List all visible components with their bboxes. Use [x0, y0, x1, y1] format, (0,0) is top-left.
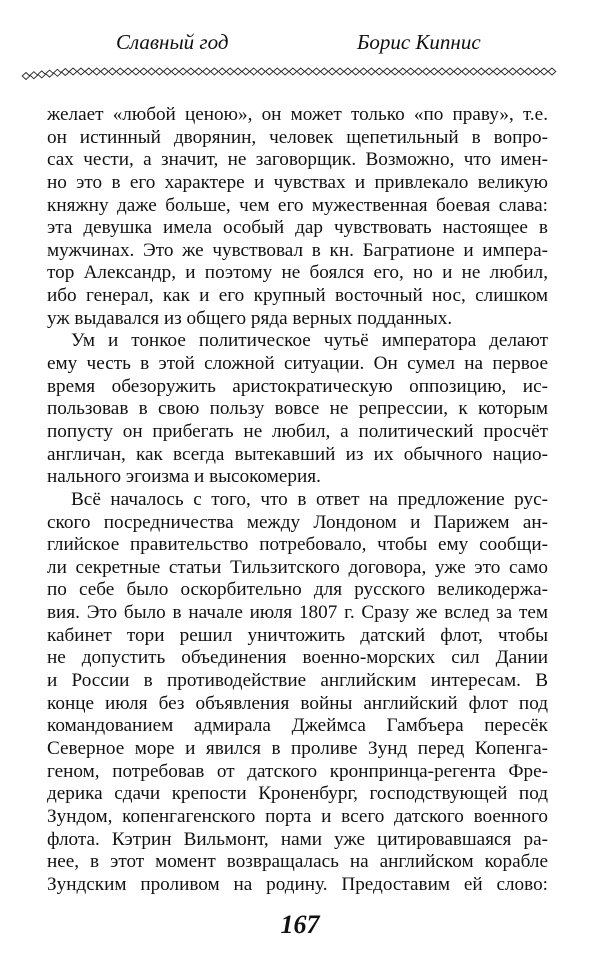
- text-line: флота. Кэтрин Вильмонт, нами уже цитировавшаяся ра-: [47, 828, 548, 850]
- text-line: попусту он прибегать не любил, а политический просчёт: [47, 420, 548, 442]
- text-line: мужчинах. Это же чувствовал в кн. Багратионе и импера-: [47, 239, 548, 261]
- diamond-mark: [85, 68, 93, 75]
- diamond-mark: [313, 68, 321, 75]
- diamond-mark: [258, 68, 266, 75]
- text-line: дерика сдачи крепости Кроненбург, господствующей под: [47, 783, 548, 805]
- diamond-mark: [352, 68, 360, 75]
- text-line: тор Александр, и поэтому не боялся его, но и не любил,: [47, 262, 548, 284]
- diamond-mark: [305, 68, 313, 75]
- diamond-mark: [391, 68, 399, 75]
- diamond-mark: [179, 68, 187, 75]
- diamond-mark: [242, 68, 250, 75]
- text-line: ского посредничества между Лондоном и Парижем ан-: [47, 511, 548, 533]
- diamond-mark: [540, 68, 548, 75]
- diamond-mark: [454, 68, 462, 75]
- diamond-mark: [281, 68, 289, 75]
- text-line: конце июля без объявления войны английский флот под: [47, 692, 548, 714]
- text-line: командованием адмирала Джеймса Гамбъера пересёк: [47, 715, 548, 737]
- paragraph: [47, 489, 548, 897]
- diamond-mark: [485, 68, 493, 75]
- diamond-mark: [430, 68, 438, 75]
- diamond-mark: [226, 68, 234, 75]
- diamond-mark: [470, 68, 478, 75]
- diamond-mark: [407, 68, 415, 75]
- diamond-mark: [109, 68, 117, 75]
- diamond-mark: [336, 68, 344, 75]
- text-line: сах чести, а значит, не заговорщик. Возможно, что имен-: [47, 149, 548, 171]
- text-line: Северное море и явился в проливе Зунд перед Копенга-: [47, 737, 548, 759]
- text-line: не допустить объединения военно-морских сил Дании: [47, 647, 548, 669]
- diamond-mark: [61, 69, 69, 76]
- diamond-mark: [30, 72, 38, 79]
- text-line: он истинный дворянин, человек щепетильный в вопро-: [47, 126, 548, 148]
- diamond-mark: [509, 68, 517, 75]
- diamond-mark: [399, 68, 407, 75]
- running-header-title: Славный год: [116, 30, 229, 54]
- diamond-mark: [38, 71, 46, 78]
- text-line: но это в его характере и чувствах и привлекало великую: [47, 171, 548, 193]
- diamond-mark: [148, 68, 156, 75]
- diamond-mark: [383, 68, 391, 75]
- text-line: нального эгоизма и высокомерия.: [47, 466, 321, 488]
- text-line: глийское правительство потребовало, чтобы ему сообщи-: [47, 534, 548, 556]
- text-line: ему честь в этой сложной ситуации. Он сумел на первое: [47, 353, 548, 375]
- diamond-mark: [77, 68, 85, 75]
- diamond-mark: [140, 68, 148, 75]
- diamond-mark: [548, 68, 556, 75]
- diamond-mark: [171, 68, 179, 75]
- diamond-mark: [344, 68, 352, 75]
- text-line: нее, в этот момент возвращалась на английском корабле: [47, 851, 548, 873]
- diamond-mark: [187, 68, 195, 75]
- diamond-mark: [321, 68, 329, 75]
- text-line: кабинет тори решил уничтожить датский флот, чтобы: [47, 624, 548, 646]
- diamond-mark: [250, 68, 258, 75]
- text-line: время обезоружить аристократическую оппозицию, ис-: [47, 375, 548, 397]
- diamond-mark: [132, 68, 140, 75]
- diamond-mark: [462, 68, 470, 75]
- diamond-mark: [273, 68, 281, 75]
- diamond-mark: [446, 68, 454, 75]
- diamond-mark: [116, 68, 124, 75]
- text-line: желает «любой ценою», он может только «по праву», т.е.: [47, 104, 548, 125]
- text-line: англичан, как всегда вытекавший из их обычного нацио-: [47, 443, 548, 465]
- text-line: уж выдавался из общего ряда верных подданных.: [47, 307, 453, 329]
- diamond-mark: [297, 68, 305, 75]
- diamond-mark: [203, 68, 211, 75]
- diamond-mark: [415, 68, 423, 75]
- text-line: княжну даже больше, чем его мужественная боевая слава:: [47, 194, 548, 216]
- text-line: ли секретные статьи Тильзитского договора, уже это само: [47, 556, 548, 578]
- diamond-mark: [218, 68, 226, 75]
- diamond-mark: [93, 68, 101, 75]
- diamond-mark: [493, 68, 501, 75]
- diamond-mark: [46, 70, 54, 77]
- diamond-mark: [266, 68, 274, 75]
- diamond-mark: [234, 68, 242, 75]
- text-line: эта девушка имела особый дар чувствовать настоящее в: [47, 217, 548, 239]
- page-number: 167: [280, 910, 320, 939]
- diamond-mark: [375, 68, 383, 75]
- diamond-mark: [54, 69, 62, 76]
- diamond-ornament-divider: [18, 66, 558, 80]
- diamond-mark: [501, 68, 509, 75]
- diamond-mark: [69, 68, 77, 75]
- diamond-mark: [438, 68, 446, 75]
- text-line: Зундским проливом на родину. Предоставим ей слово:: [47, 873, 548, 895]
- body-text: [47, 104, 548, 896]
- diamond-mark: [478, 68, 486, 75]
- diamond-mark: [360, 68, 368, 75]
- text-line: Ум и тонкое политическое чутьё императора делают: [71, 330, 548, 352]
- text-line: ибо генерал, как и его крупный восточный нос, слишком: [47, 285, 548, 307]
- diamond-mark: [211, 68, 219, 75]
- text-line: вия. Это было в начале июля 1807 г. Сразу же вслед за тем: [47, 602, 548, 624]
- diamond-mark: [525, 68, 533, 75]
- text-line: пользовав в свою пользу вовсе не репрессии, к которым: [47, 398, 548, 420]
- diamond-mark: [195, 68, 203, 75]
- paragraph: [47, 330, 548, 488]
- running-header-author: Борис Кипнис: [357, 30, 481, 54]
- diamond-mark: [124, 68, 132, 75]
- diamond-mark: [101, 68, 109, 75]
- text-line: Всё началось с того, что в ответ на предложение рус-: [71, 488, 548, 510]
- paragraph: [47, 104, 548, 330]
- diamond-mark: [22, 73, 30, 80]
- text-line: по себе было оскорбительно для русского великодержа-: [47, 579, 548, 601]
- diamond-mark: [368, 68, 376, 75]
- diamond-mark: [423, 68, 431, 75]
- text-line: геном, потребовав от датского кронпринца-регента Фре-: [47, 760, 548, 782]
- text-line: и России в противодействие английским интересам. В: [47, 670, 548, 692]
- diamond-mark: [517, 68, 525, 75]
- text-line: Зундом, копенгагенского порта и всего датского военного: [47, 805, 548, 827]
- diamond-mark: [164, 68, 172, 75]
- diamond-mark: [289, 68, 297, 75]
- diamond-mark: [156, 68, 164, 75]
- diamond-mark: [532, 68, 540, 75]
- diamond-mark: [328, 68, 336, 75]
